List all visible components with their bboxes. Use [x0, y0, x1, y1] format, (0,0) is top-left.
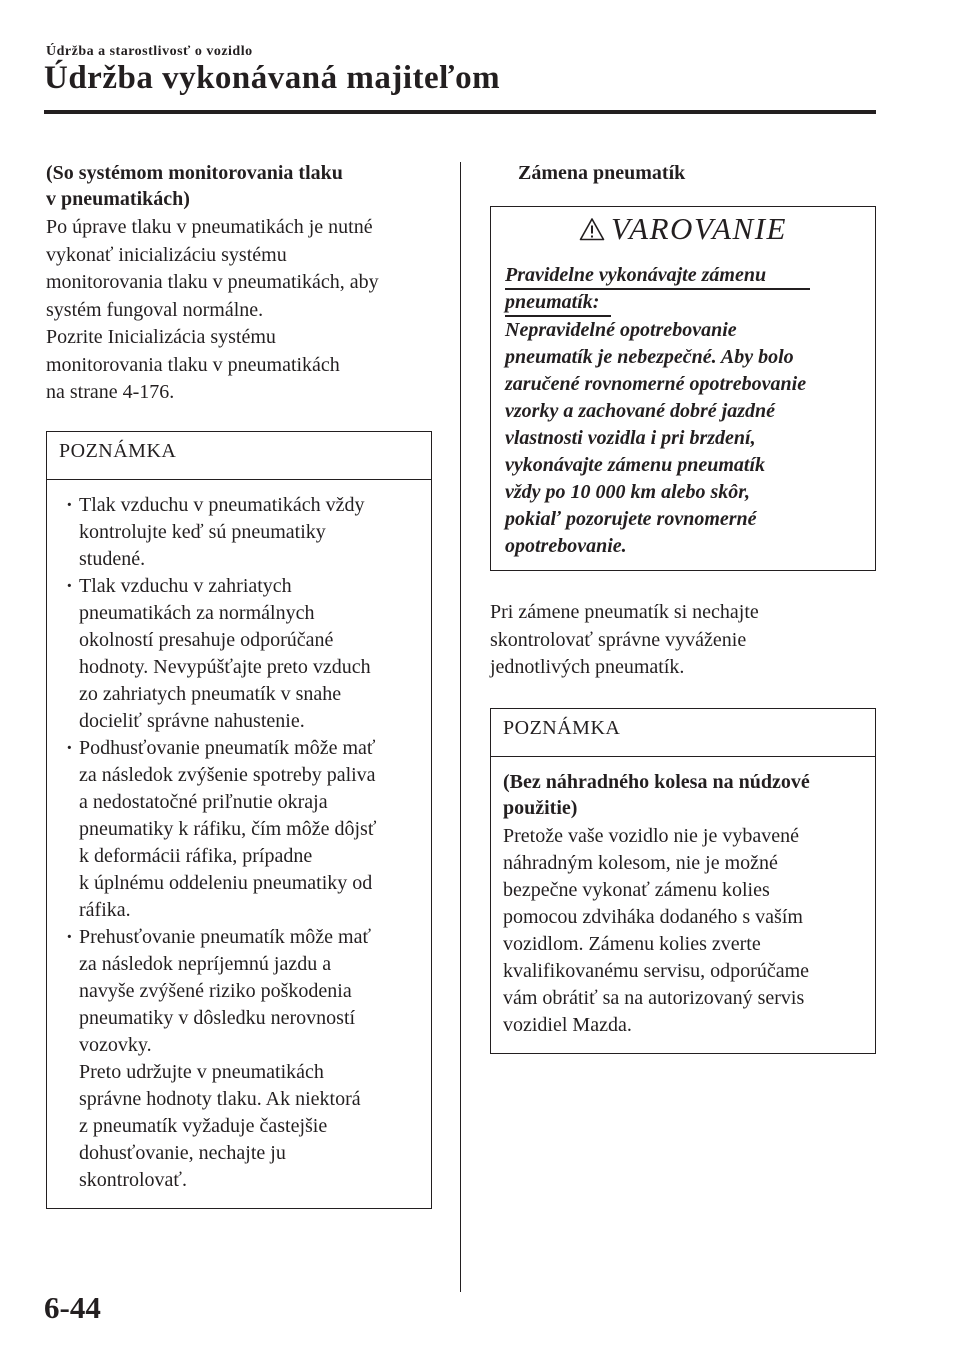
paragraph-line: jednotlivých pneumatík. — [490, 656, 685, 678]
bullet-line: zo zahriatych pneumatík v snahe — [79, 682, 342, 705]
bullet-line: pneumatiky v dôsledku nerovností — [79, 1006, 356, 1029]
warning-line: opotrebovanie. — [505, 535, 627, 557]
warning-line: pneumatík: — [505, 290, 611, 317]
paragraph-line: vykonať inicializáciu systému — [46, 243, 287, 266]
tire-rotation-heading: Zámena pneumatík — [518, 162, 686, 184]
bullet-line: ráfika. — [79, 898, 131, 921]
note-bullet — [59, 924, 419, 1194]
left-column — [46, 160, 432, 1209]
bullet-line: hodnoty. Nevypúšťajte preto vzduch — [79, 655, 371, 678]
note-line: náhradným kolesom, nie je možné — [503, 851, 778, 874]
page-number: 6-44 — [44, 1290, 101, 1325]
bullet-line: z pneumatík vyžaduje častejšie — [79, 1114, 328, 1137]
bullet-line: · Prehusťovanie pneumatík môže mať — [79, 925, 372, 948]
paragraph-line: systém fungoval normálne. — [46, 298, 264, 321]
bullet-line: správne hodnoty tlaku. Ak niektorá — [79, 1087, 361, 1110]
paragraph-line: Pozrite Inicializácia systému — [46, 326, 276, 348]
note-box — [490, 708, 876, 1054]
warning-title — [491, 207, 875, 251]
bullet-line: · Podhusťovanie pneumatík môže mať — [79, 736, 376, 759]
warning-line: Nepravidelné opotrebovanie — [505, 319, 737, 341]
note-line: kvalifikovanému servisu, odporúčame — [503, 959, 810, 982]
paragraph-line: Pri zámene pneumatík si nechajte — [490, 601, 759, 623]
warning-line: Pravidelne vykonávajte zámenu — [505, 263, 810, 290]
bullet-line: · Tlak vzduchu v zahriatych — [79, 574, 292, 597]
note-subheading — [503, 769, 863, 821]
bullet-line: studené. — [79, 547, 146, 570]
note-line: vám obrátiť sa na autorizovaný servis — [503, 986, 805, 1009]
bullet-line: dohusťovanie, nechajte ju — [79, 1141, 286, 1164]
bullet-line: navyše zvýšené riziko poškodenia — [79, 979, 352, 1002]
note-body — [491, 757, 875, 1053]
bullet-line: kontrolujte keď sú pneumatiky — [79, 520, 326, 543]
paragraph-line: skontrolovať správne vyváženie — [490, 628, 747, 651]
warning-line: zaručené rovnomerné opotrebovanie — [505, 373, 807, 395]
bullet-line: okolností presahuje odporúčané — [79, 628, 334, 651]
note-line: Pretože vaše vozidlo nie je vybavené — [503, 824, 799, 847]
warning-title-text: VAROVANIE — [611, 211, 787, 246]
warning-line: pokiaľ pozorujete rovnomerné — [505, 508, 757, 530]
warning-box — [490, 206, 876, 571]
title-rule — [44, 110, 876, 114]
paragraph-line: na strane 4-176. — [46, 381, 175, 403]
section-label: Údržba a starostlivosť o vozidlo — [46, 44, 253, 59]
bullet-line: docieliť správne nahustenie. — [79, 709, 305, 732]
tpms-paragraph — [46, 214, 432, 407]
rotation-paragraph — [490, 599, 876, 682]
note-body — [47, 480, 431, 1208]
note-line: pomocou zdviháka dodaného s vaším — [503, 905, 803, 928]
column-divider — [460, 162, 461, 1292]
bullet-line: za následok nepríjemnú jazdu a — [79, 952, 332, 975]
subheading-line: (So systémom monitorovania tlaku — [46, 162, 343, 184]
note-bullet — [59, 735, 419, 924]
note-bullet — [59, 492, 419, 573]
bullet-line: pneumatiky k ráfiku, čím môže dôjsť — [79, 817, 377, 840]
bullet-line: a nedostatočné priľnutie okraja — [79, 790, 328, 813]
bullet-line: skontrolovať. — [79, 1168, 187, 1191]
paragraph-line: monitorovania tlaku v pneumatikách — [46, 353, 340, 376]
warning-body — [491, 259, 875, 560]
note-box — [46, 431, 432, 1209]
warning-line: vždy po 10 000 km alebo skôr, — [505, 481, 750, 503]
warning-line: vlastnosti vozidla i pri brzdení, — [505, 427, 756, 449]
bullet-line: k úplnému oddeleniu pneumatiky od — [79, 871, 373, 894]
bullet-line: Preto udržujte v pneumatikách — [79, 1060, 324, 1083]
subheading-line: použitie) — [503, 796, 578, 819]
note-bullet — [59, 573, 419, 735]
note-title: POZNÁMKA — [47, 432, 431, 480]
note-line: vozidlom. Zámenu kolies zverte — [503, 932, 761, 955]
warning-line: vzorky a zachované dobré jazdné — [505, 400, 775, 422]
bullet-line: vozovky. — [79, 1033, 152, 1056]
tpms-subheading — [46, 160, 432, 212]
bullet-line: za následok zvýšenie spotreby paliva — [79, 763, 376, 786]
paragraph-line: monitorovania tlaku v pneumatikách, aby — [46, 271, 379, 293]
warning-triangle-icon — [579, 217, 605, 241]
subheading-line: v pneumatikách) — [46, 188, 190, 210]
warning-underlined-lead — [505, 263, 810, 317]
note-title: POZNÁMKA — [491, 709, 875, 757]
note-line: bezpečne vykonať zámenu kolies — [503, 878, 770, 901]
note-line: vozidiel Mazda. — [503, 1013, 632, 1036]
bullet-line: pneumatikách za normálnych — [79, 601, 315, 624]
paragraph-line: Po úprave tlaku v pneumatikách je nutné — [46, 216, 373, 238]
warning-line: vykonávajte zámenu pneumatík — [505, 454, 765, 476]
right-column — [490, 160, 876, 1054]
page-title: Údržba vykonávaná majiteľom — [44, 60, 501, 96]
bullet-line: k deformácii ráfika, prípadne — [79, 844, 313, 867]
subheading-line: (Bez náhradného kolesa na núdzové — [503, 770, 810, 793]
bullet-line: · Tlak vzduchu v pneumatikách vždy — [79, 493, 365, 516]
warning-line: pneumatík je nebezpečné. Aby bolo — [505, 346, 794, 368]
